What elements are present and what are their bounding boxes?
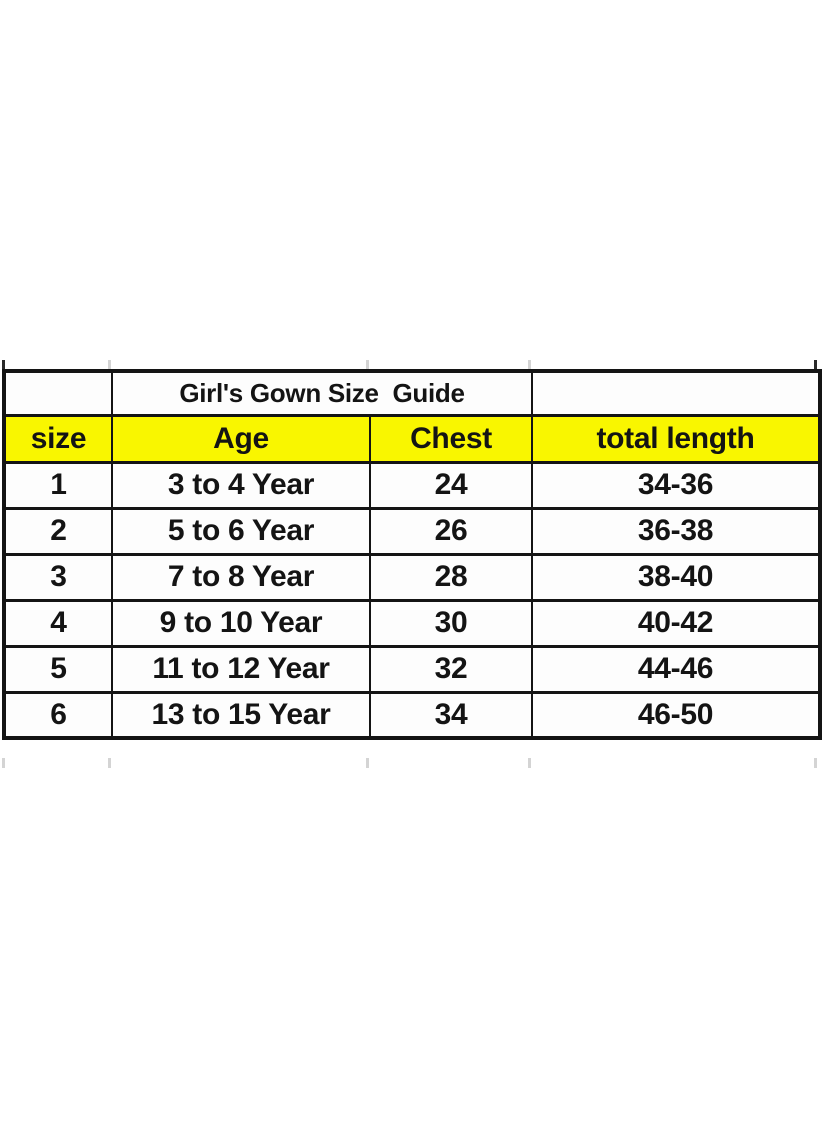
cell-age: 13 to 15 Year (112, 692, 370, 738)
gridline-tick (2, 758, 5, 768)
table-header-row (4, 415, 820, 462)
gridline-tick (528, 360, 531, 369)
gridline-tick (528, 758, 531, 768)
gridline-tick (366, 360, 369, 369)
cell-chest: 28 (370, 554, 532, 600)
cell-total-length: 46-50 (532, 692, 820, 738)
cell-age: 7 to 8 Year (112, 554, 370, 600)
cell-age: 5 to 6 Year (112, 508, 370, 554)
header-size: size (4, 415, 112, 462)
cell-size: 6 (4, 692, 112, 738)
gridline-tick (366, 758, 369, 768)
table-row (4, 646, 820, 692)
cell-total-length: 40-42 (532, 600, 820, 646)
table-title: Girl's Gown Size Guide (112, 371, 532, 415)
cell-total-length: 38-40 (532, 554, 820, 600)
cell-chest: 24 (370, 462, 532, 508)
table-row (4, 462, 820, 508)
cell-size: 4 (4, 600, 112, 646)
cell-chest: 26 (370, 508, 532, 554)
header-age: Age (112, 415, 370, 462)
gridline-tick (108, 758, 111, 768)
cell-size: 2 (4, 508, 112, 554)
cell-chest: 34 (370, 692, 532, 738)
empty-corner-cell (532, 371, 820, 415)
header-total-length: total length (532, 415, 820, 462)
cell-chest: 32 (370, 646, 532, 692)
table-row (4, 692, 820, 738)
gridline-tick (814, 758, 817, 768)
gridline-tick (814, 360, 817, 369)
cell-age: 9 to 10 Year (112, 600, 370, 646)
table-title-row (4, 371, 820, 415)
cell-size: 5 (4, 646, 112, 692)
table-row (4, 554, 820, 600)
cell-size: 3 (4, 554, 112, 600)
header-chest: Chest (370, 415, 532, 462)
size-guide-table (2, 369, 822, 740)
gridline-tick (2, 360, 5, 369)
cell-chest: 30 (370, 600, 532, 646)
table-row (4, 600, 820, 646)
empty-corner-cell (4, 371, 112, 415)
cell-total-length: 34-36 (532, 462, 820, 508)
cell-total-length: 36-38 (532, 508, 820, 554)
cell-age: 3 to 4 Year (112, 462, 370, 508)
table-row (4, 508, 820, 554)
cell-total-length: 44-46 (532, 646, 820, 692)
cell-size: 1 (4, 462, 112, 508)
cell-age: 11 to 12 Year (112, 646, 370, 692)
gridline-tick (108, 360, 111, 369)
